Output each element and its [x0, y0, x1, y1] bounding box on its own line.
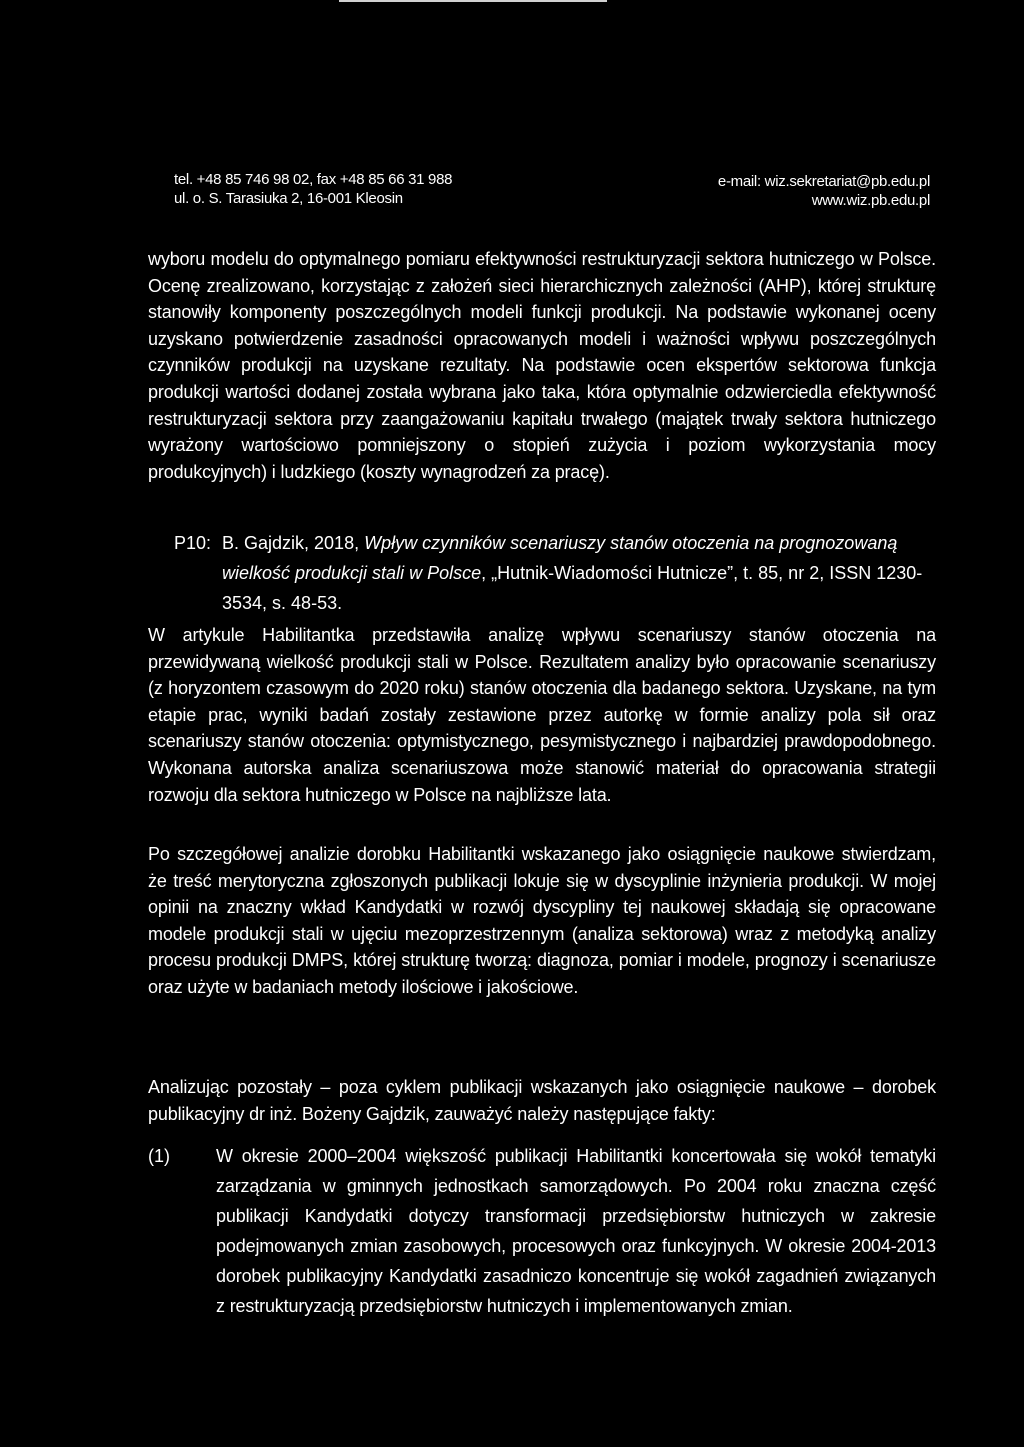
citation-id: P10: [174, 533, 212, 553]
header-email: e-mail: wiz.sekretariat@pb.edu.pl [717, 173, 930, 190]
citation-details: , „Hutnik-Wiadomości Hutnicze”, t. 85, nr 2, ISSN 1230-3534, s. 48-53. [222, 563, 923, 613]
list-item-text: W okresie 2000–2004 większość publikacji Habilitantki koncertowała się wokół tematyki zarządzania w gminnych jednostkach samorządowych. Po 2004 roku znaczna część publikacji Kandydatki dotyczy transformacji przedsiębiorstw hutniczych w zakresie podejmowanych zmian zasobowych, procesowych oraz funkcyjnych. W okresie 2004-2013 dorobek publikacyjny Kandydatki zasadniczo koncentruje się wokół zagadnień związanych z restrukturyzacją przedsiębiorstw hutniczych i implementowanych zmian. [216, 1146, 936, 1316]
citation-p10 [174, 528, 936, 618]
header-contact-right [718, 172, 930, 210]
citation-author: B. Gajdzik, 2018, [222, 533, 365, 553]
citation-body [222, 528, 936, 618]
header-phone: tel. +48 85 746 98 02, fax +48 85 66 31 988 [174, 171, 453, 188]
paragraph-scenario-analysis: W artykule Habilitantka przedstawiła analizę wpływu scenariuszy stanów otoczenia na przewidywaną wielkość produkcji stali w Polsce. Rezultatem analizy było opracowanie scenariuszy (z horyzontem czasowym do 2020 roku) stanów otoczenia dla badanego sektora. Uzyskane, na tym etapie prac, wyniki badań zostały zestawione przez autorkę w formie analizy pola sił oraz scenariuszy stanów otoczenia: optymistycznego, pesymistycznego i najbardziej prawdopodobnego. Wykonana autorska analiza scenariuszowa może stanowić materiał do opracowania strategii rozwoju dla sektora hutniczego w Polsce na najbliższe lata. [148, 625, 936, 805]
citation-title: Wpływ czynników scenariuszy stanów otoczenia na prognozowaną wielkość produkcji stali w Polsce [222, 533, 898, 583]
top-rule [339, 0, 607, 2]
header-address: ul. o. S. Tarasiuka 2, 16-001 Kleosin [174, 190, 403, 207]
header-website: www.wiz.pb.edu.pl [811, 192, 930, 209]
list-item-number: (1) [148, 1146, 170, 1166]
paragraph-ahp-evaluation: wyboru modelu do optymalnego pomiaru efektywności restrukturyzacji sektora hutniczego w Polsce. Ocenę zrealizowano, korzystając z założeń sieci hierarchicznych zależności (AHP), której strukturę stanowiły komponenty poszczególnych modeli funkcji produkcji. Na podstawie wykonanej oceny uzyskano potwierdzenie zasadności opracowanych modeli i ważności wpływu poszczególnych czynników produkcji na uzyskane rezultaty. Na podstawie ocen ekspertów sektorowa funkcja produkcji wartości dodanej została wybrana jako taka, która optymalnie odzwierciedla efektywność restrukturyzacji sektora przy zaangażowaniu kapitału trwałego (majątek trwały sektora hutniczego wyrażony wartościowo pomniejszony o stopień zużycia i poziom wykorzystania mocy produkcyjnych) i ludzkiego (koszty wynagrodzeń za pracę). [148, 249, 936, 482]
paragraph-other-publications: Analizując pozostały – poza cyklem publikacji wskazanych jako osiągnięcie naukowe – dorobek publikacyjny dr inż. Bożeny Gajdzik, zauważyć należy następujące fakty: [148, 1077, 936, 1124]
paragraph-reviewer-opinion: Po szczegółowej analizie dorobku Habilitantki wskazanego jako osiągnięcie naukowe stwierdzam, że treść merytoryczna zgłoszonych publikacji lokuje się w dyscyplinie inżynieria produkcji. W mojej opinii na znaczny wkład Kandydatki w rozwój dyscypliny tej naukowej składają się opracowane modele produkcji stali w ujęciu mezoprzestrzennym (analiza sektorowa) wraz z metodyką analizy procesu produkcji DMPS, której strukturę tworzą: diagnoza, pomiar i modele, prognozy i scenariusze oraz użyte w badaniach metody ilościowe i jakościowe. [148, 844, 936, 997]
list-item [148, 1141, 936, 1321]
header-contact-left [174, 170, 452, 208]
